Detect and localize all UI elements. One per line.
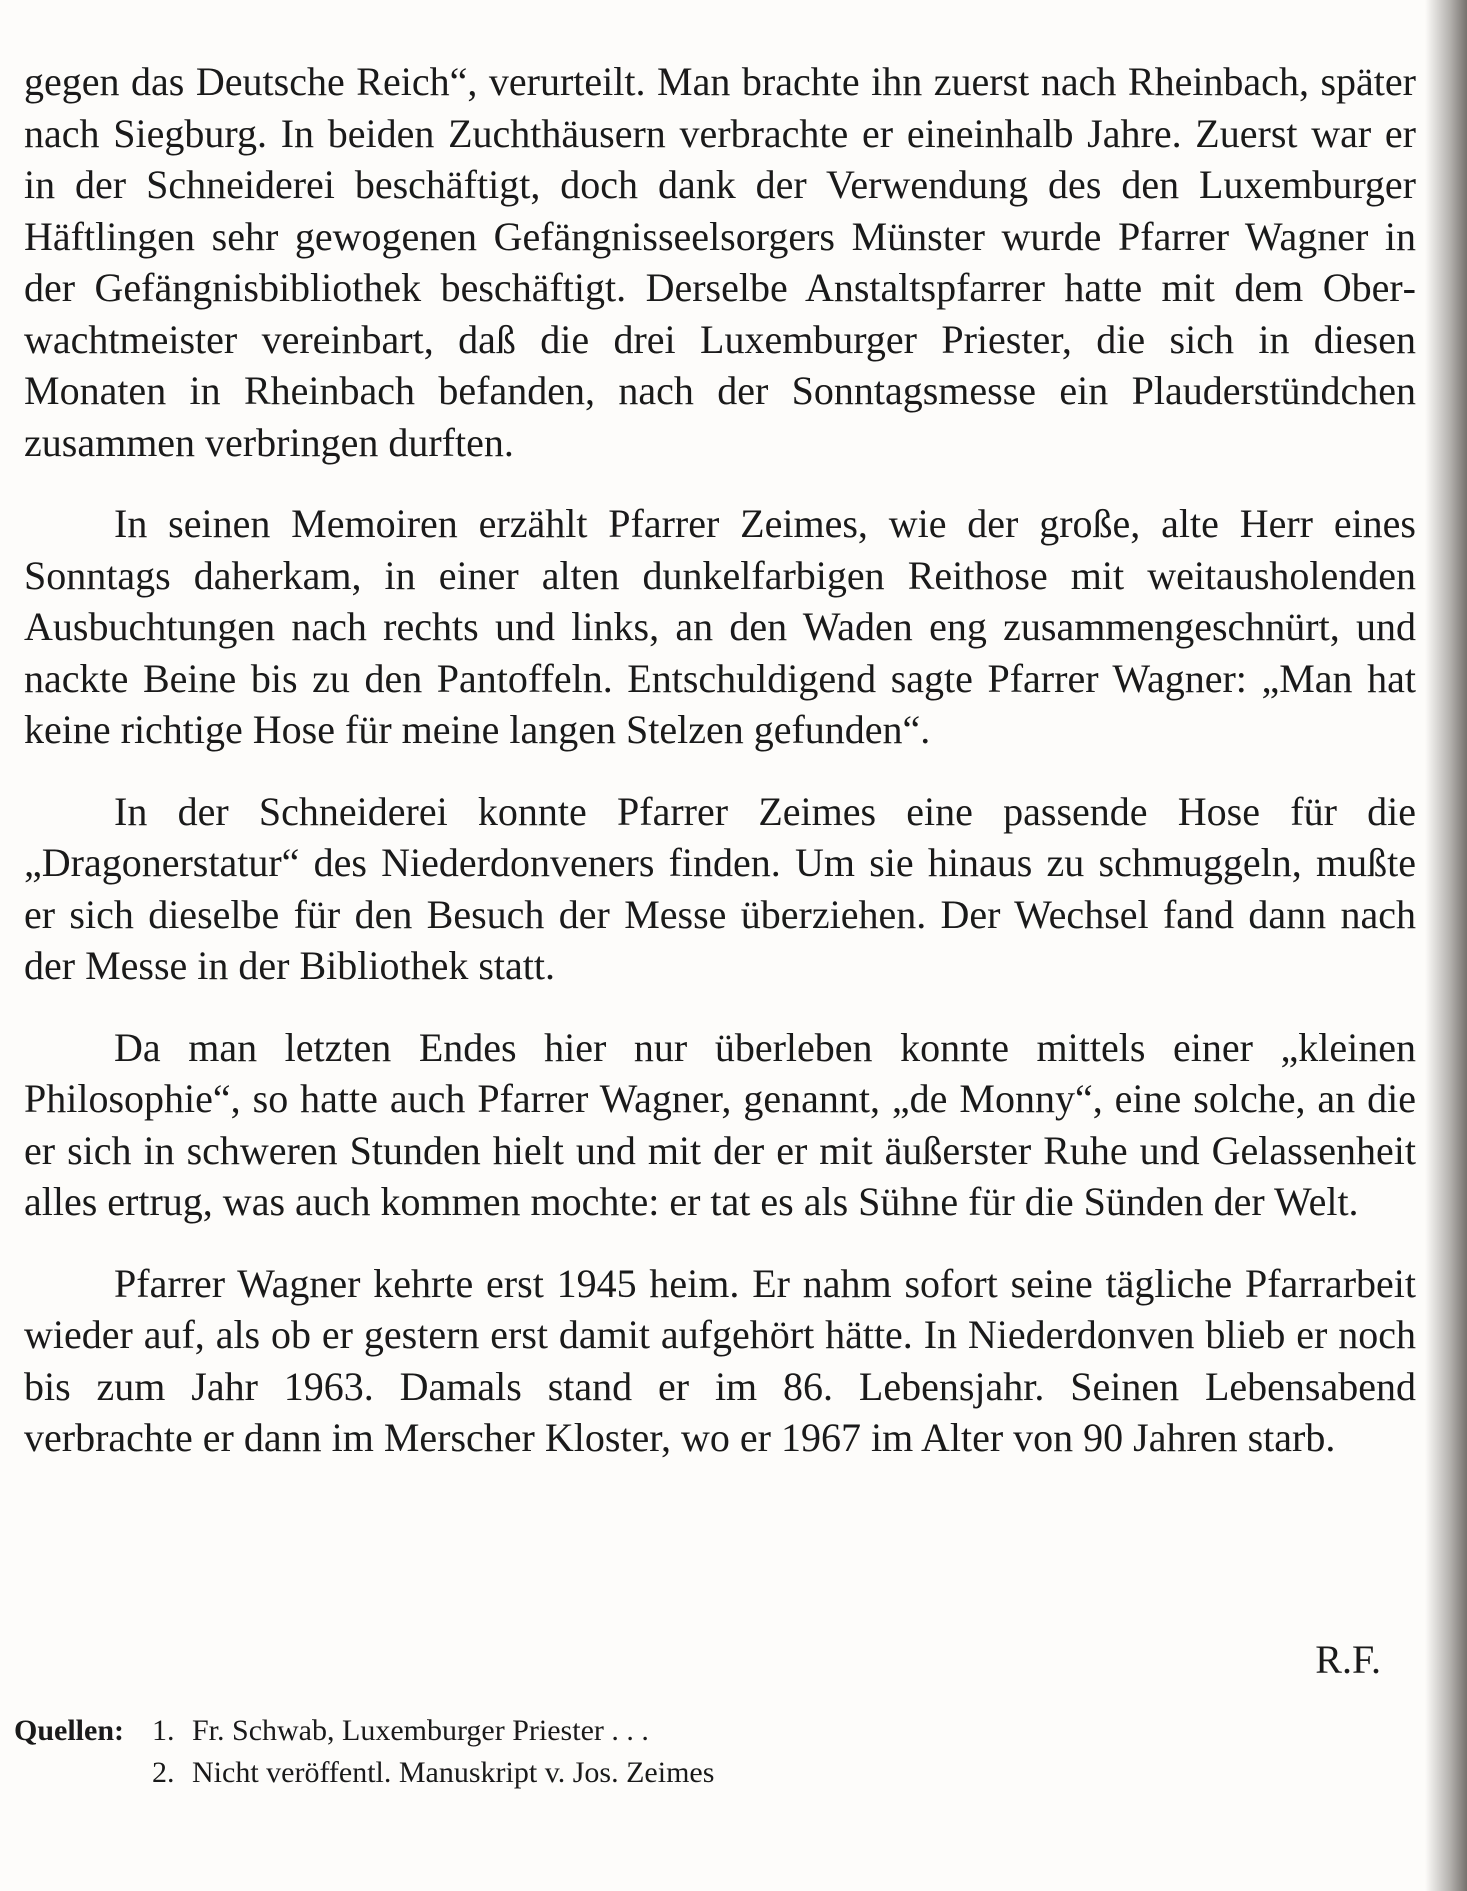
source-item	[152, 1752, 714, 1794]
paragraph-2: In seinen Memoiren erzählt Pfarrer Zeimes, wie der große, alte Herr eines Sonntags daherkam, in einer alten dunkelfarbigen Reithose mit weitausholenden Ausbuchtungen nach rechts und links, an den Waden eng zusammengeschnürt, und nackte Beine bis zu den Pantoffeln. Entschuldigend sagte Pfarrer Wagner: „Man hat keine richtige Hose für meine langen Stelzen gefunden“.	[24, 501, 1416, 752]
source-item	[152, 1710, 714, 1752]
paragraph-3: In der Schneiderei konnte Pfarrer Zeimes eine passende Hose für die „Dragonerstatur“ des Niederdonveners finden. Um sie hinaus zu schmuggeln, mußte er sich dieselbe für den Besuch der Messe überziehen. Der Wechsel fand dann nach der Messe in der Bibliothek statt.	[24, 788, 1416, 988]
source-text: Fr. Schwab, Luxemburger Priester . . .	[192, 1714, 649, 1747]
page-edge-shadow	[1425, 0, 1467, 1891]
paragraph-1: gegen das Deutsche Reich“, verurteilt. Man brachte ihn zuerst nach Rheinbach, später nach Siegburg. In beiden Zuchthäusern verbrachte er eineinhalb Jahre. Zuerst war er in der Schneiderei beschäftigt, doch dank der Verwendung des den Luxemburger Häftlingen sehr gewogenen Gefängnisseelsorgers Münster wurde Pfarrer Wagner in der Gefängnisbibliothek beschäftigt. Derselbe Anstaltspfarrer hatte mit dem Oberwachtmeister vereinbart, daß die drei Luxemburger Priester, die sich in diesen Monaten in Rheinbach befanden, nach der Sonntagsmesse ein Plauderstündchen zusammen verbringen durften.	[24, 59, 1416, 465]
paragraph-4: Da man letzten Endes hier nur überleben konnte mittels einer „kleinen Philosophie“, so hatte auch Pfarrer Wagner, genannt, „de Monny“, eine solche, an die er sich in schweren Stunden hielt und mit der er mit äußerster Ruhe und Gelassenheit alles ertrug, was auch kommen mochte: er tat es als Sühne für die Sünden der Welt.	[24, 1024, 1416, 1224]
sources-label: Quellen:	[14, 1714, 124, 1747]
source-number: 2.	[152, 1756, 175, 1789]
source-text: Nicht veröffentl. Manuskript v. Jos. Zeimes	[192, 1756, 715, 1789]
paragraph-5: Pfarrer Wagner kehrte erst 1945 heim. Er nahm sofort seine tägliche Pfarrarbeit wieder auf, als ob er gestern erst damit aufgehört hätte. In Niederdonven blieb er noch bis zum Jahr 1963. Damals stand er im 86. Lebensjahr. Seinen Lebensabend verbrachte er dann im Merscher Kloster, wo er 1967 im Alter von 90 Jahren starb.	[24, 1260, 1416, 1460]
sources-list	[152, 1710, 714, 1794]
author-initials: R.F.	[1315, 1637, 1381, 1682]
body-text	[24, 56, 1416, 1494]
source-number: 1.	[152, 1714, 175, 1747]
sources-section	[14, 1710, 1014, 1794]
